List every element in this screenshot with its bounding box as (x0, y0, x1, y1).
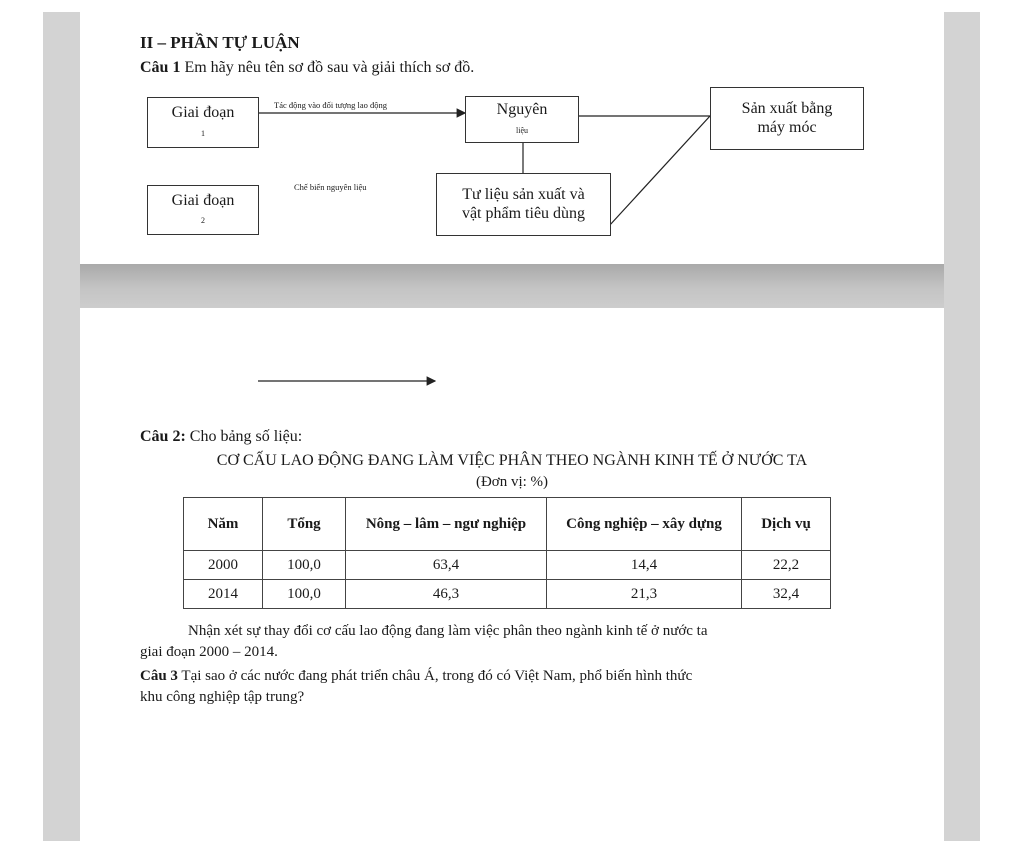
cell: 2000 (184, 551, 263, 580)
table-title: CƠ CẤU LAO ĐỘNG ĐANG LÀM VIỆC PHÂN THEO NGÀNH KINH TẾ Ở NƯỚC TA (216, 452, 808, 469)
q2-instruction-line2: giai đoạn 2000 – 2014. (140, 644, 278, 660)
header-agriculture: Nông – lâm – ngư nghiệp (346, 498, 547, 551)
box-goods: Tư liệu sản xuất và vật phẩm tiêu dùng (436, 173, 611, 236)
cell: 21,3 (547, 580, 742, 609)
question-2 (140, 428, 302, 446)
cell: 22,2 (742, 551, 831, 580)
cell: 63,4 (346, 551, 547, 580)
label-processing: Chế biến nguyên liệu (294, 182, 367, 192)
cell: 100,0 (263, 580, 346, 609)
header-year: Năm (184, 498, 263, 551)
header-total: Tổng (263, 498, 346, 551)
header-industry: Công nghiệp – xây dựng (547, 498, 742, 551)
question-1-label: Câu 1 (140, 59, 181, 76)
box-material: Nguyên liệu (465, 96, 579, 143)
cell: 32,4 (742, 580, 831, 609)
cell: 2014 (184, 580, 263, 609)
cell: 100,0 (263, 551, 346, 580)
header-services: Dịch vụ (742, 498, 831, 551)
line-goods-machine (609, 116, 710, 226)
label-impact: Tác động vào đối tượng lao động (274, 100, 387, 110)
section-heading: II – PHẦN TỰ LUẬN (140, 33, 300, 52)
question-3 (140, 668, 692, 685)
question-1-text: Em hãy nêu tên sơ đồ sau và giải thích sơ đồ. (180, 59, 475, 76)
question-3-line1: Tại sao ở các nước đang phát triển châu Á, trong đó có Việt Nam, phổ biến hình thức (177, 668, 693, 684)
table-unit: (Đơn vị: %) (475, 474, 549, 490)
question-2-label: Câu 2: (140, 428, 186, 445)
cell: 46,3 (346, 580, 547, 609)
box-machine-production: Sản xuất bằng máy móc (710, 87, 864, 150)
question-3-line2: khu công nghiệp tập trung? (140, 689, 305, 705)
table-header-row (184, 498, 831, 551)
data-table (183, 497, 831, 609)
box-stage-1: Giai đoạn 1 (147, 97, 259, 148)
question-3-label: Câu 3 (140, 668, 178, 684)
question-2-text: Cho bảng số liệu: (185, 428, 303, 445)
q2-instruction-line1: Nhận xét sự thay đổi cơ cấu lao động đang làm việc phân theo ngành kinh tế ở nước ta (188, 623, 708, 639)
table-row (184, 580, 831, 609)
table-row (184, 551, 831, 580)
cell: 14,4 (547, 551, 742, 580)
box-stage-2: Giai đoạn 2 (147, 185, 259, 235)
